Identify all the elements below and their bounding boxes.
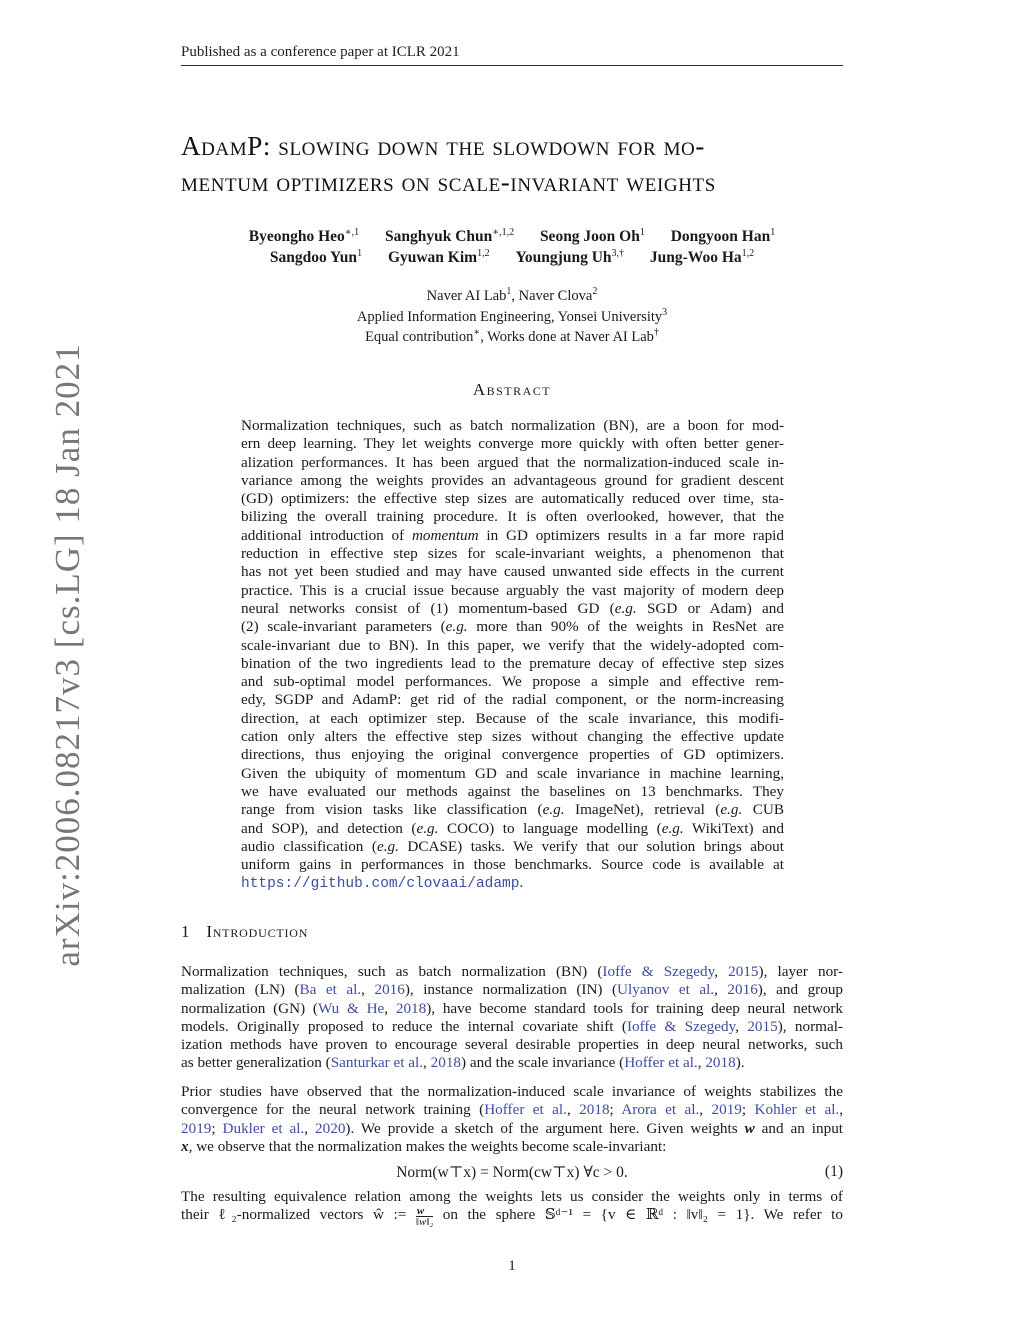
citation-year-link[interactable]: 2016 xyxy=(727,981,758,999)
affiliation-line-3: Equal contribution∗, Works done at Naver AI Lab† xyxy=(365,327,659,345)
citation-year-link[interactable]: 2019 xyxy=(181,1119,212,1137)
affiliations xyxy=(181,286,843,348)
citation-year-link[interactable]: 2016 xyxy=(374,981,405,999)
citation-year-link[interactable]: 2018 xyxy=(579,1101,610,1119)
citation-link[interactable]: Hoffer et al. xyxy=(484,1101,567,1119)
arxiv-identifier: arXiv:2006.08217v3 [cs.LG] 18 Jan 2021 xyxy=(48,343,87,967)
citation-year-link[interactable]: 2015 xyxy=(747,1017,778,1035)
abstract-line: and SOP), and detection (e.g. COCO) to language modelling (e.g. WikiText) and xyxy=(241,819,784,837)
abstract-line: has not yet been studied and may have caused unwanted side effects in the current xyxy=(241,563,784,581)
abstract-line: edy, SGDP and AdamP: get rid of the radial component, or the norm-increasing xyxy=(241,691,784,709)
text-line: malization (LN) (Ba et al., 2016), instance normalization (IN) (Ulyanov et al., 2016), and group xyxy=(181,981,844,999)
citation-link[interactable]: Santurkar et al. xyxy=(330,1054,424,1072)
abstract-line: ern deep learning. They let weights converge more quickly with often better gener- xyxy=(241,435,784,453)
section-number: 1 xyxy=(181,922,191,941)
equation-number: (1) xyxy=(824,1163,843,1180)
abstract-line: bilizing the overall training procedure. It is often overlooked, however, that the xyxy=(241,508,784,526)
citation-year-link[interactable]: 2018 xyxy=(705,1054,736,1072)
text-line: Normalization techniques, such as batch normalization (BN) (Ioffe & Szegedy, 2015), layer nor- xyxy=(181,963,843,980)
text-line: 2019; Dukler et al., 2020). We provide a sketch of the argument here. Given weights w and an input xyxy=(181,1119,844,1137)
text-line: their ℓ₂-normalized vectors ŵ := $\frac{w}{\text{‖w‖₂}}$ on the sphere 𝕊ᵈ⁻¹ = {v ∈ ℝᵈ : ‖v‖₂ = 1}. We refer to xyxy=(181,1205,843,1229)
abstract-line: neural networks consist of (1) momentum-based GD (e.g. SGD or Adam) and xyxy=(241,599,784,617)
author-row-1 xyxy=(181,226,843,247)
citation-link[interactable]: Ulyanov et al. xyxy=(617,981,715,999)
equation-body: Norm(w⊤x) = Norm(cw⊤x) ∀c > 0. xyxy=(396,1164,628,1181)
section-heading xyxy=(181,922,308,942)
section-title: Introduction xyxy=(206,922,309,941)
citation-year-link[interactable]: 2018 xyxy=(395,999,427,1017)
text-line: models. Originally proposed to reduce the internal covariate shift (Ioffe & Szegedy, 2015), normal- xyxy=(181,1017,843,1035)
author-row-2 xyxy=(181,247,843,268)
affiliation-line-2: Applied Information Engineering, Yonsei University$^3$ xyxy=(356,306,668,325)
text-line: The resulting equivalence relation among the weights lets us consider the weights only in terms of xyxy=(181,1188,843,1205)
author: Youngjung $Uh^{3,\dagger}$ xyxy=(515,248,625,266)
text-line: as better generalization (Santurkar et al., 2018) and the scale invariance (Hoffer et al., 2018). xyxy=(181,1054,745,1072)
abstract-line: variance among the weights provides an advantageous ground for gradient descent xyxy=(241,471,784,489)
author: Dongyoon Han$^1$ xyxy=(670,227,776,245)
author-list xyxy=(181,226,843,268)
citation-link[interactable]: Hoffer et al. xyxy=(624,1054,698,1072)
abstract-line: scale-invariant due to BN). In this paper, we verify that the widely-adopted com- xyxy=(241,636,784,654)
author: Seong Joon Oh$^1$ xyxy=(539,227,645,245)
abstract-body xyxy=(241,417,784,894)
abstract-line: practice. This is a crucial issue because arguably the vast majority of modern deep xyxy=(241,581,784,599)
author: Gyuwan Kim$^{1,2}$ xyxy=(387,248,490,266)
abstract-line: and sub-optimal model performances. We propose a simple and effective rem- xyxy=(241,673,784,691)
abstract-line: additional introduction of momentum in GD optimizers results in a far more rapid xyxy=(241,526,784,544)
title-line-2: mentum optimizers on scale-invariant weights xyxy=(181,167,716,197)
citation-year-link[interactable]: 2018 xyxy=(430,1054,462,1072)
abstract-line: audio classification (e.g. DCASE) tasks. We verify that our solution brings about xyxy=(241,837,784,855)
abstract-heading: Abstract xyxy=(472,380,552,399)
text-line: Prior studies have observed that the normalization-induced scale invariance of weights stabilizes the xyxy=(181,1083,843,1100)
abstract-line: direction, at each optimizer step. Because of the scale invariance, this modifi- xyxy=(241,709,784,727)
author: Sanghyuk Chun$^{∗,1,2}$ xyxy=(384,227,515,245)
abstract-line: uniform gains in performances in those benchmarks. Source code is available at xyxy=(241,856,784,874)
citation-link[interactable]: Ioffe & Szegedy xyxy=(602,963,715,980)
citation-link[interactable]: Ioffe & Szegedy xyxy=(626,1017,736,1035)
citation-link[interactable]: Kohler et al. xyxy=(754,1101,840,1119)
intro-paragraph-2 xyxy=(181,1083,843,1156)
equation-1 xyxy=(181,1163,843,1183)
affiliation-line-1: Naver AI Lab$^1$, Naver Clova$^2$ xyxy=(426,286,598,304)
fraction: $\frac{w}{\text{‖w‖₂}}$ xyxy=(415,1205,434,1229)
author: Sangdoo Yun$^1$ xyxy=(269,248,363,266)
citation-year-link[interactable]: 2020 xyxy=(315,1119,346,1137)
abstract-line: Normalization techniques, such as batch normalization (BN), are a boon for mod- xyxy=(241,417,784,434)
author: Byeongho Heo$^{∗,1}$ xyxy=(248,227,360,245)
intro-paragraph-1 xyxy=(181,963,843,1073)
text-line: x, we observe that the normalization makes the weights become scale-invariant: xyxy=(181,1137,667,1155)
citation-year-link[interactable]: 2019 xyxy=(711,1101,742,1119)
author: Jung-Woo Ha$^{1,2}$ xyxy=(649,248,755,266)
abstract-line: https://github.com/clovaai/adamp. xyxy=(241,874,524,893)
text-line: convergence for the neural network training (Hoffer et al., 2018; Arora et al., 2019; Kohler et al., xyxy=(181,1101,844,1119)
citation-link[interactable]: Ba et al. xyxy=(299,981,362,999)
abstract-line: cation only alters the effective step sizes without changing the effective update xyxy=(241,728,784,746)
abstract-line: directions, thus enjoying the original convergence properties of GD optimizers. xyxy=(241,746,784,764)
text-line: normalization (GN) (Wu & He, 2018), have become standard tools for training deep neural network xyxy=(181,999,843,1017)
abstract-line: we have evaluated our methods against the baselines on 13 benchmarks. They xyxy=(241,782,784,800)
abstract-line: alization performances. It has been argued that the normalization-induced scale in- xyxy=(241,453,784,471)
abstract-line: range from vision tasks like classification (e.g. ImageNet), retrieval (e.g. CUB xyxy=(241,801,784,819)
citation-link[interactable]: Dukler et al. xyxy=(222,1119,305,1137)
abstract-line: (GD) optimizers: the effective step sizes are automatically reduced over time, sta- xyxy=(241,490,784,508)
header-rule xyxy=(181,65,843,66)
title-line-1: AdamP: slowing down the slowdown for mo- xyxy=(181,131,705,161)
paper-title xyxy=(181,128,851,200)
citation-year-link[interactable]: 2015 xyxy=(728,963,759,980)
citation-link[interactable]: Wu & He xyxy=(317,999,385,1017)
text-line: ization methods have proven to encourage several desirable properties in deep neural networks, such xyxy=(181,1036,843,1054)
abstract-line: (2) scale-invariant parameters (e.g. more than 90% of the weights in ResNet are xyxy=(241,618,784,636)
running-header: Published as a conference paper at ICLR 2021 xyxy=(181,44,460,60)
intro-paragraph-3 xyxy=(181,1188,843,1227)
page-number: 1 xyxy=(508,1258,516,1274)
abstract-line: Given the ubiquity of momentum GD and scale invariance in machine learning, xyxy=(241,764,784,782)
abstract-line: bination of the two ingredients lead to the premature decay of effective step sizes xyxy=(241,654,784,672)
citation-link[interactable]: Arora et al. xyxy=(621,1101,700,1119)
code-url-link[interactable]: https://github.com/clovaai/adamp xyxy=(241,876,520,893)
abstract-line: reduction in effective step sizes for scale-invariant weights, a phenomenon that xyxy=(241,545,784,563)
